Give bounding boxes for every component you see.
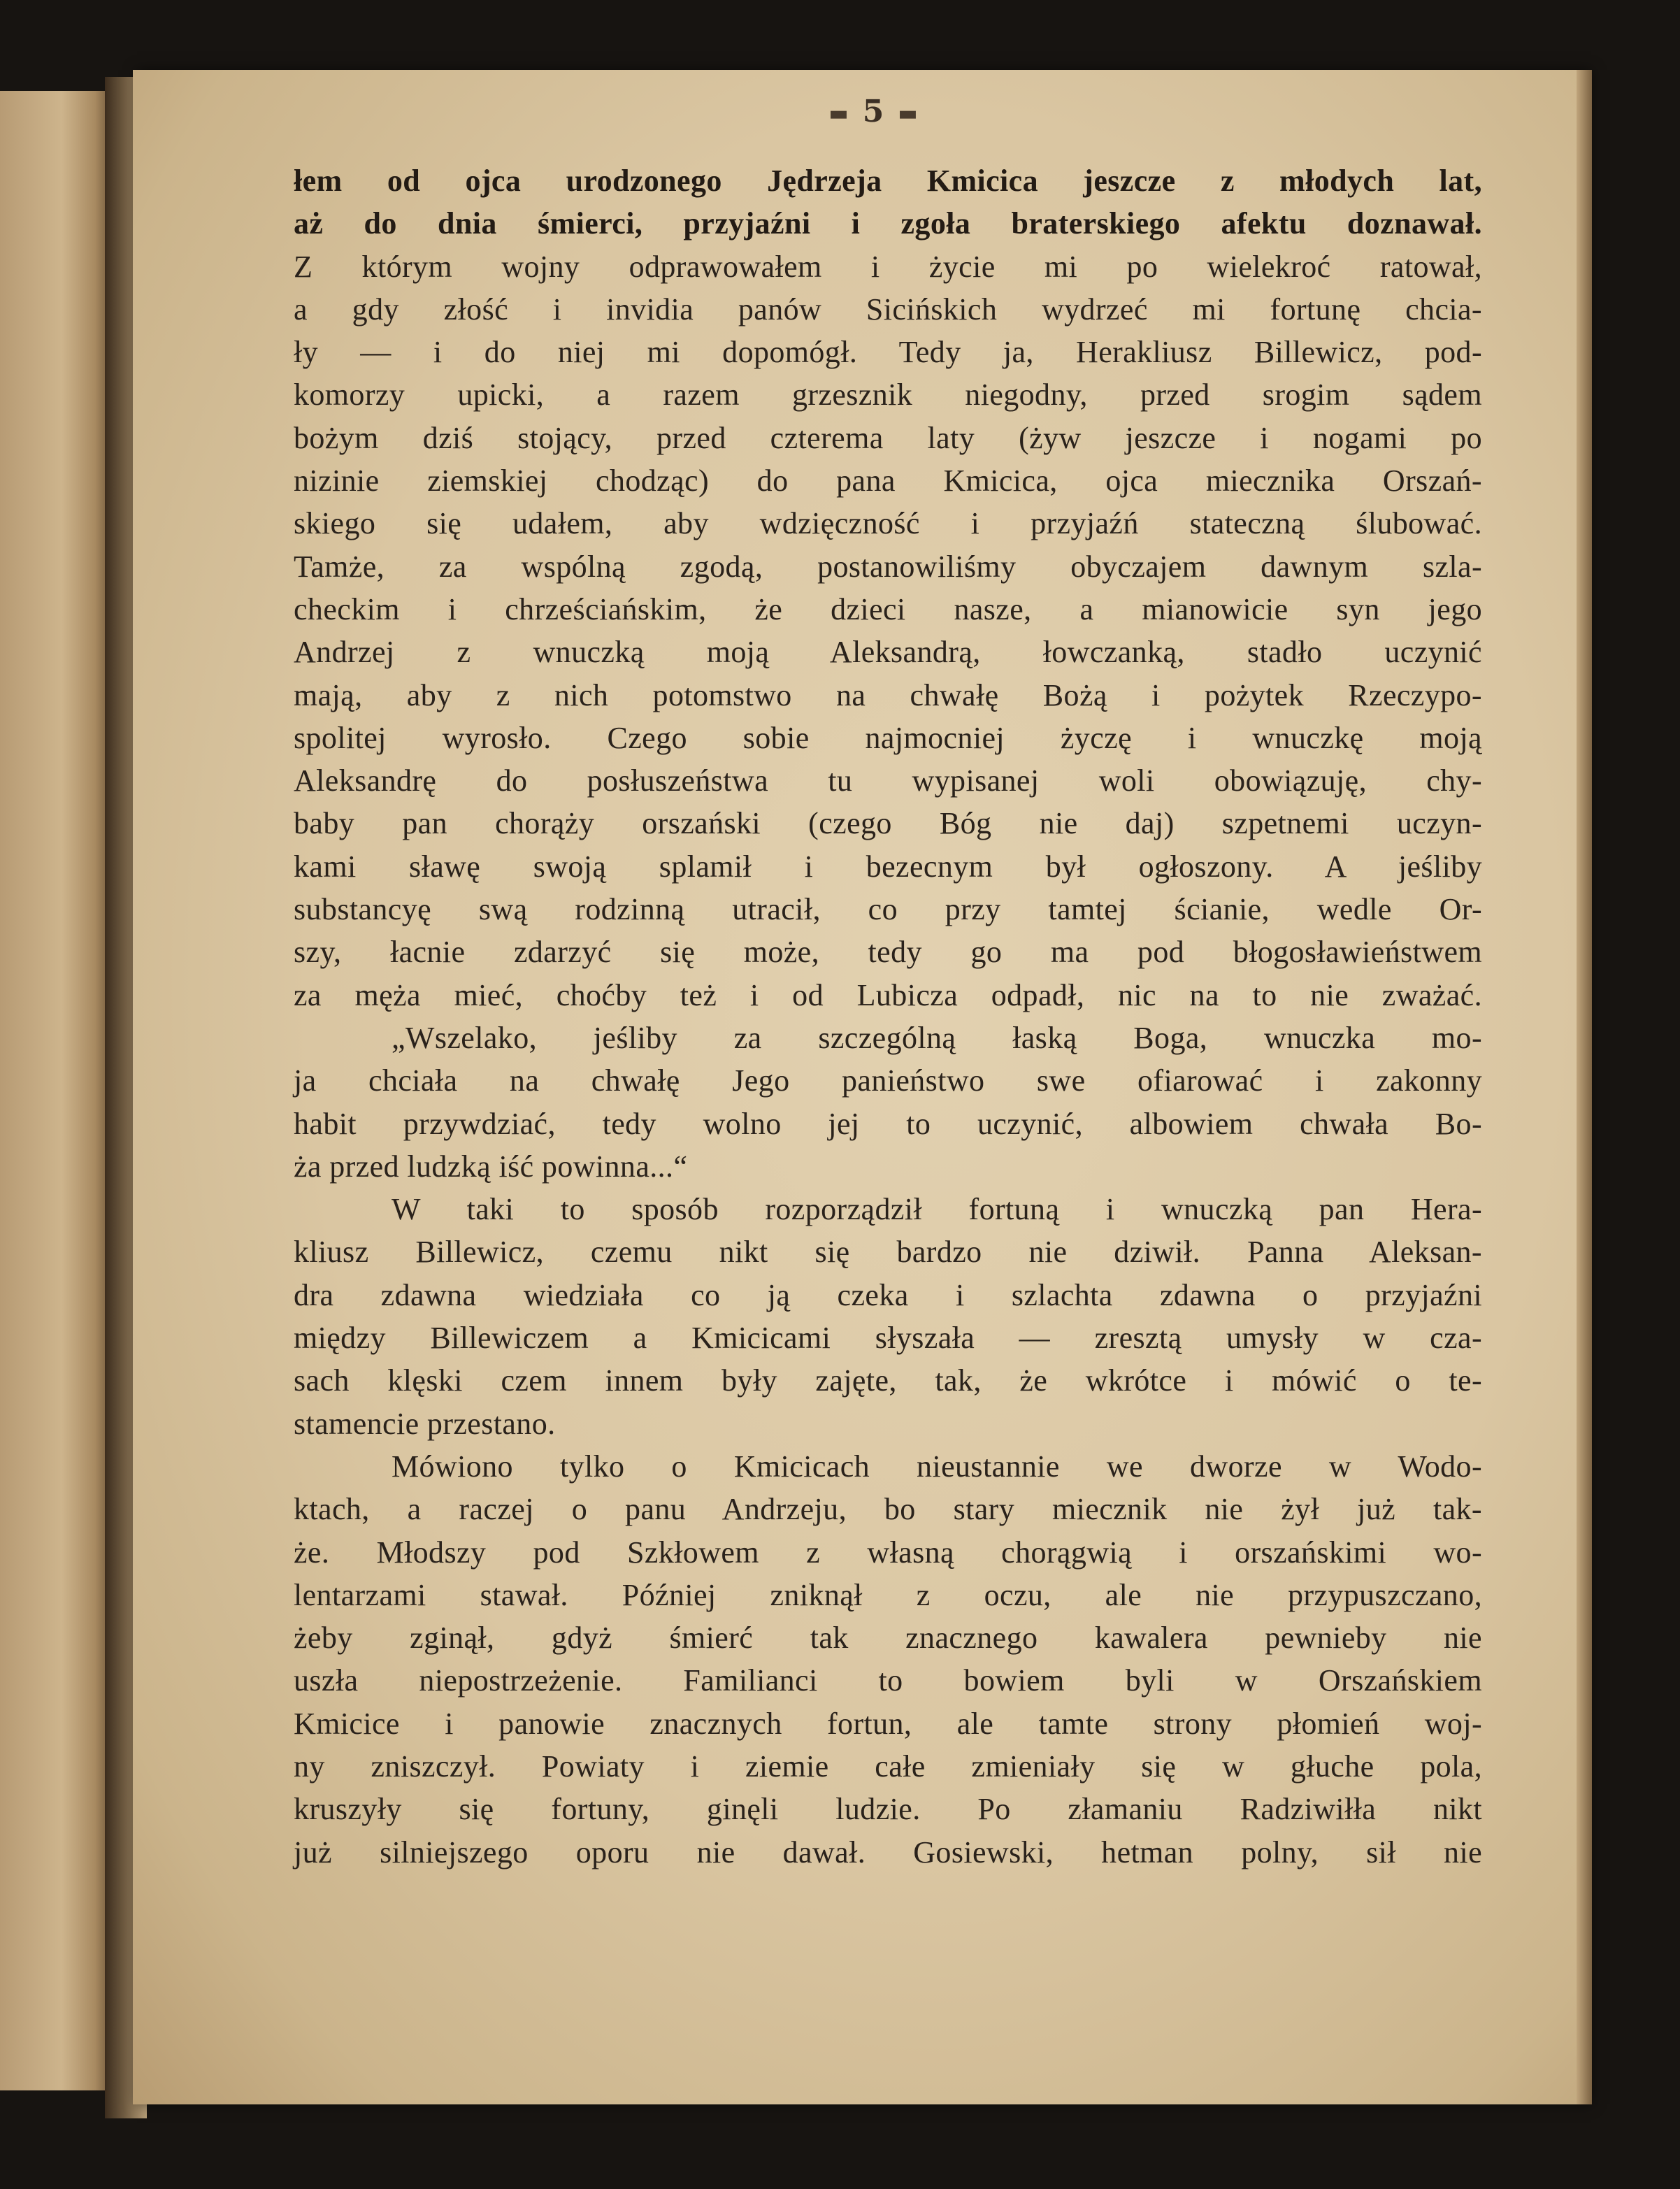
text-line: Andrzej z wnuczką moją Aleksandrą, łowczanką, stadło uczynić	[294, 635, 1482, 670]
previous-page-edge	[0, 91, 112, 2090]
text-line: aż do dnia śmierci, przyjaźni i zgoła braterskiego afektu doznawał.	[294, 206, 1482, 241]
text-line: dra zdawna wiedziała co ją czeka i szlachta zdawna o przyjaźni	[294, 1277, 1482, 1312]
text-line: W taki to sposób rozporządził fortuną i wnuczką pan Hera-	[392, 1192, 1482, 1227]
text-line: Tamże, za wspólną zgodą, postanowiliśmy obyczajem dawnym szla-	[294, 549, 1482, 584]
text-line: uszła niepostrzeżenie. Familianci to bowiem byli w Orszańskiem	[294, 1663, 1482, 1698]
header-ornament-left: ▬	[828, 101, 850, 126]
text-line: sach klęski czem innem były zajęte, tak, że wkrótce i mówić o te-	[294, 1363, 1482, 1398]
text-line: łem od ojca urodzonego Jędrzeja Kmicica jeszcze z młodych lat,	[294, 164, 1482, 198]
text-line: ny zniszczył. Powiaty i ziemie całe zmieniały się w głuche pola,	[294, 1749, 1482, 1784]
text-line: między Billewiczem a Kmicicami słyszała — zresztą umysły w cza-	[294, 1321, 1482, 1356]
header-ornament-right: ▬	[898, 101, 919, 126]
text-line: lentarzami stawał. Później zniknął z oczu, ale nie przypuszczano,	[294, 1577, 1482, 1612]
text-line: za męża mieć, choćby też i od Lubicza odpadł, nic na to nie zważać.	[294, 977, 1482, 1012]
text-line: a gdy złość i invidia panów Sicińskich wydrzeć mi fortunę chcia-	[294, 292, 1482, 326]
page-body-text	[294, 159, 1482, 1874]
text-line: bożym dziś stojący, przed czterema laty (żyw jeszcze i nogami po	[294, 420, 1482, 455]
text-line: kliusz Billewicz, czemu nikt się bardzo nie dziwił. Panna Aleksan-	[294, 1235, 1482, 1270]
text-line: mają, aby z nich potomstwo na chwałę Bożą i pożytek Rzeczypo-	[294, 677, 1482, 712]
page-number: 5	[862, 94, 886, 129]
text-line: ktach, a raczej o panu Andrzeju, bo stary miecznik nie żył już tak-	[294, 1492, 1482, 1527]
text-line: Aleksandrę do posłuszeństwa tu wypisanej woli obowiązuję, chy-	[294, 763, 1482, 798]
text-line: Z którym wojny odprawowałem i życie mi po wielekroć ratował,	[294, 249, 1482, 284]
text-line: ja chciała na chwałę Jego panieństwo swe ofiarować i zakonny	[294, 1063, 1482, 1098]
text-line: kruszyły się fortuny, ginęli ludzie. Po złamaniu Radziwiłła nikt	[294, 1792, 1482, 1827]
text-line: habit przywdziać, tedy wolno jej to uczynić, albowiem chwała Bo-	[294, 1106, 1482, 1141]
text-line: że. Młodszy pod Szkłowem z własną chorągwią i orszańskimi wo-	[294, 1535, 1482, 1570]
text-line: żeby zginął, gdyż śmierć tak znacznego kawalera pewnieby nie	[294, 1621, 1482, 1656]
text-line: nizinie ziemskiej chodząc) do pana Kmicica, ojca miecznika Orszań-	[294, 464, 1482, 498]
text-line: checkim i chrześciańskim, że dzieci nasze, a mianowicie syn jego	[294, 591, 1482, 626]
text-line: Mówiono tylko o Kmicicach nieustannie we dworze w Wodo-	[392, 1449, 1482, 1484]
page-right-edge	[1577, 70, 1592, 2104]
text-line: stamencie przestano.	[294, 1406, 556, 1441]
text-line: już silniejszego oporu nie dawał. Gosiewski, hetman polny, sił nie	[294, 1835, 1482, 1869]
text-line: ża przed ludzką iść powinna...“	[294, 1149, 688, 1184]
text-line: „Wszelako, jeśliby za szczególną łaską Boga, wnuczka mo-	[392, 1020, 1482, 1055]
text-line: kami sławę swoją splamił i bezecnym był ogłoszony. A jeśliby	[294, 849, 1482, 884]
text-line: skiego się udałem, aby wdzięczność i przyjaźń stateczną ślubować.	[294, 506, 1482, 541]
text-line: szy, łacnie zdarzyć się może, tedy go ma pod błogosławieństwem	[294, 935, 1482, 970]
text-line: komorzy upicki, a razem grzesznik niegodny, przed srogim sądem	[294, 378, 1482, 412]
text-line: spolitej wyrosło. Czego sobie najmocniej życzę i wnuczkę moją	[294, 720, 1482, 755]
text-line: Kmicice i panowie znacznych fortun, ale tamte strony płomień woj-	[294, 1706, 1482, 1741]
page-header	[790, 94, 958, 136]
text-line: substancyę swą rodzinną utracił, co przy tamtej ścianie, wedle Or-	[294, 892, 1482, 927]
text-line: baby pan chorąży orszański (czego Bóg nie daj) szpetnemi uczyn-	[294, 806, 1482, 841]
text-line: ły — i do niej mi dopomógł. Tedy ja, Herakliusz Billewicz, pod-	[294, 335, 1482, 370]
